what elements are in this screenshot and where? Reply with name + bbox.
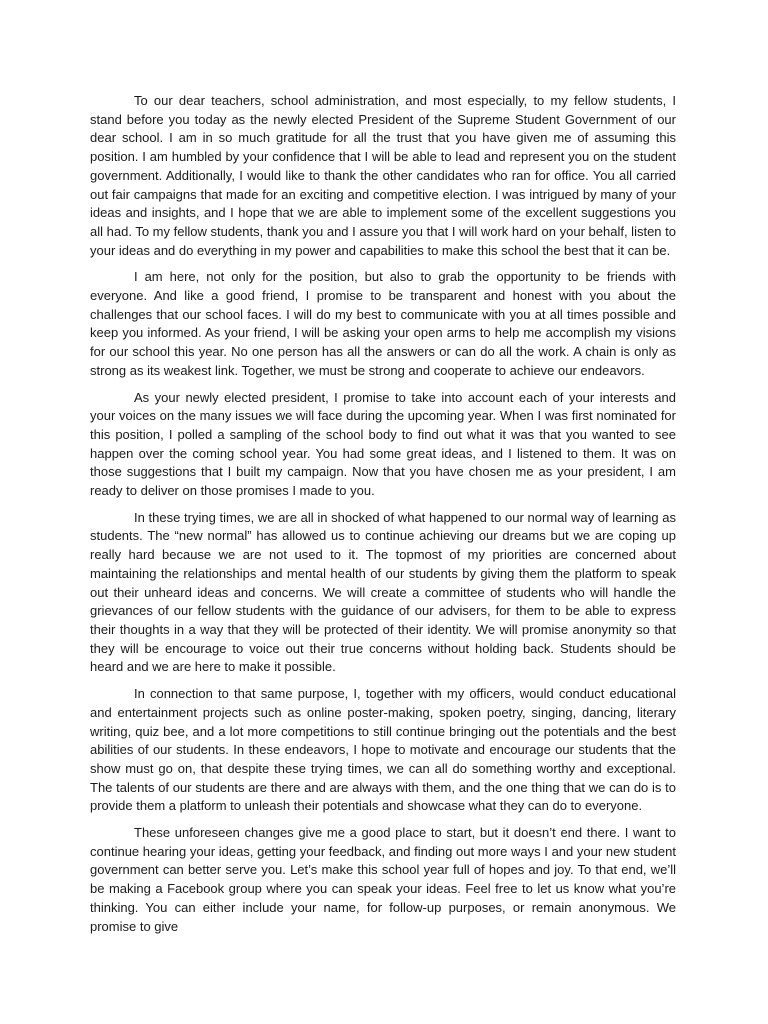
paragraph-2: I am here, not only for the position, but also to grab the opportunity to be friends with everyone. And like a good friend, I promise to be transparent and honest with you about the challenges that our school faces. I will do my best to communicate with you at all times possible and keep you informed. As your friend, I will be asking your open arms to help me accomplish my visions for our school this year. No one person has all the answers or can do all the work. A chain is only as strong as its weakest link. Together, we must be strong and cooperate to achieve our endeavors. — [90, 269, 676, 378]
paragraph-5: In connection to that same purpose, I, together with my officers, would conduct educational and entertainment projects such as online poster-making, spoken poetry, singing, dancing, literary writing, quiz bee, and a lot more competitions to still continue bringing out the potentials and the best abilities of our students. In these endeavors, I hope to motivate and encourage our students that the show must go on, that despite these trying times, we can all do something worthy and exceptional. The talents of our students are there and are always with them, and the one thing that we can do is to provide them a platform to unleash their potentials and showcase what they can do to everyone. — [90, 686, 676, 814]
paragraph-4: In these trying times, we are all in shocked of what happened to our normal way of learning as students. The “new normal” has allowed us to continue achieving our dreams but we are coping up really hard because we are not used to it. The topmost of my priorities are concerned about maintaining the relationships and mental health of our students by giving them the platform to speak out their unheard ideas and concerns. We will create a committee of students who will handle the grievances of our fellow students with the guidance of our advisers, for them to be able to express their thoughts in a way that they will be protected of their identity. We will promise anonymity so that they will be encourage to voice out their true concerns without holding back. Students should be heard and we are here to make it possible. — [90, 509, 676, 675]
speech-body — [90, 92, 676, 944]
paragraph-6: These unforeseen changes give me a good place to start, but it doesn’t end there. I want to continue hearing your ideas, getting your feedback, and finding out more ways I and your new student government can better serve you. Let’s make this school year full of hopes and joy. To that end, we’ll be making a Facebook group where you can speak your ideas. Feel free to let us know what you’re thinking. You can either include your name, for follow-up purposes, or remain anonymous. We promise to give — [90, 825, 676, 934]
paragraph-1: To our dear teachers, school administration, and most especially, to my fellow students, I stand before you today as the newly elected President of the Supreme Student Government of our dear school. I am in so much gratitude for all the trust that you have given me of assuming this position. I am humbled by your confidence that I will be able to lead and represent you on the student government. Additionally, I would like to thank the other candidates who ran for office. You all carried out fair campaigns that made for an exciting and competitive election. I was intrigued by many of your ideas and insights, and I hope that we are able to implement some of the excellent suggestions you all had. To my fellow students, thank you and I assure you that I will work hard on your behalf, listen to your ideas and do everything in my power and capabilities to make this school the best that it can be. — [90, 93, 676, 258]
paragraph-3: As your newly elected president, I promise to take into account each of your interests and your voices on the many issues we will face during the upcoming year. When I was first nominated for this position, I polled a sampling of the school body to find out what it was that you wanted to see happen over the coming school year. You had some great ideas, and I listened to them. It was on those suggestions that I built my campaign. Now that you have chosen me as your president, I am ready to deliver on those promises I made to you. — [90, 389, 676, 499]
